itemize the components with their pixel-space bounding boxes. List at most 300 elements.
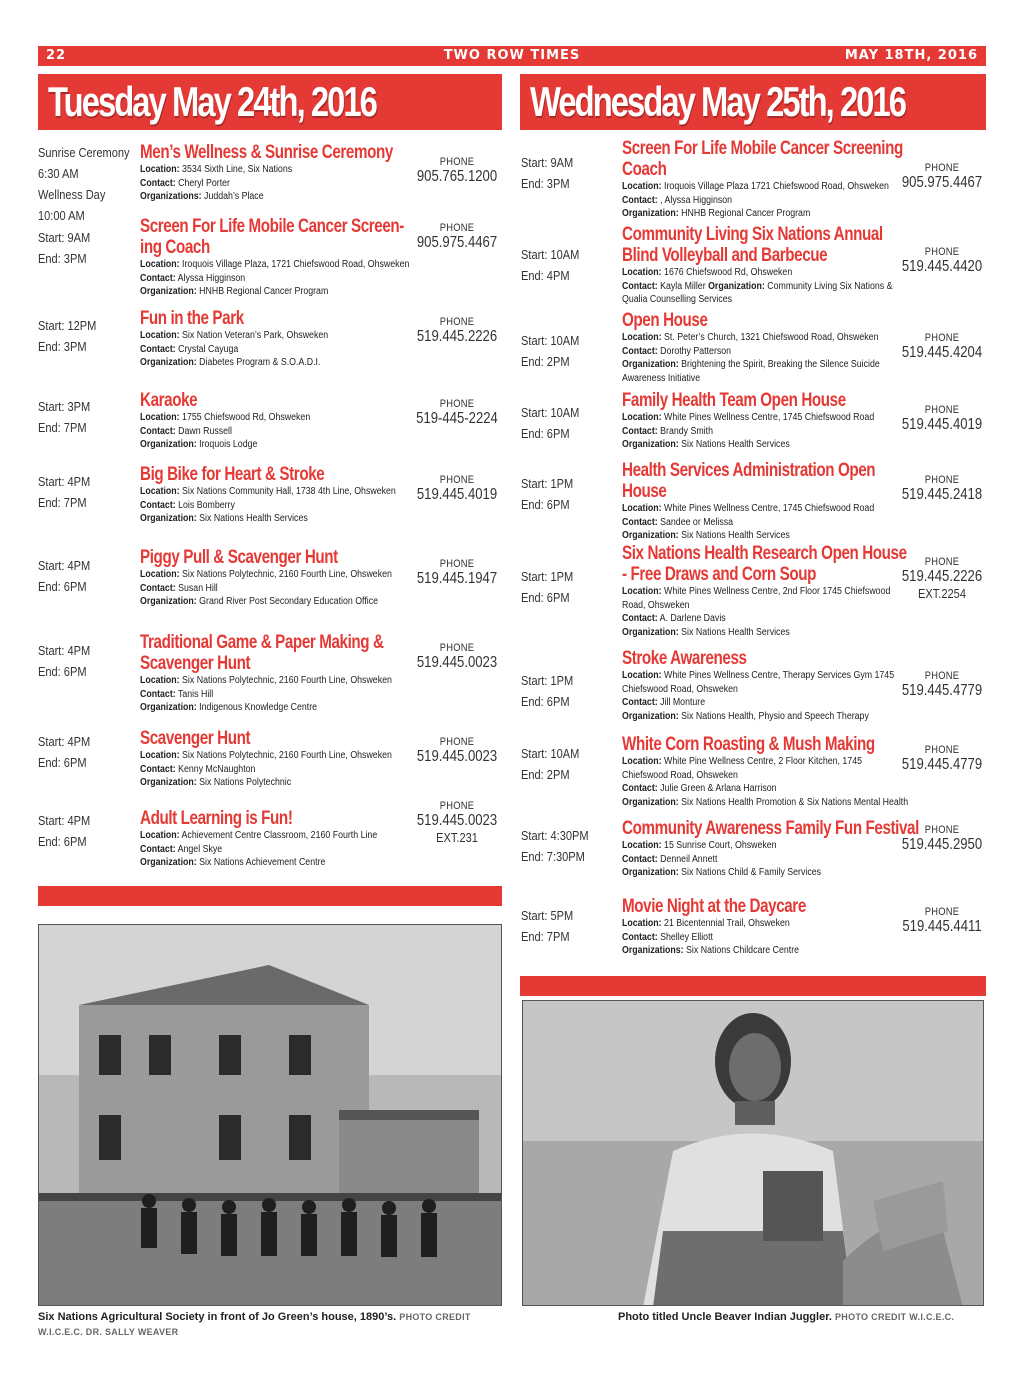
info-value: Achievement Centre Classroom, 2160 Fourth Line [179,830,378,841]
info-value: Chiefswood Road, Ohsweken [622,769,738,781]
event-title: Coach [622,159,667,180]
info-label: Organization: [622,626,679,638]
event-info-line [622,769,908,783]
event-info-line [140,411,310,425]
phone-block [887,744,997,774]
phone-label: PHONE [924,556,960,568]
info-label: Organization: [622,710,679,722]
phone-number: 905.975.4467 [416,234,498,251]
phone-number: 519.445.4779 [901,682,983,699]
event-title: Stroke Awareness [622,648,747,669]
event-info-line [140,285,430,299]
page-header-bar [38,46,986,66]
phone-label: PHONE [924,906,960,918]
info-label: Location: [140,259,180,270]
event-info-line [140,856,377,870]
event-time: End: 6PM [38,664,87,679]
event-body [140,547,426,609]
event-time: End: 6PM [521,497,570,512]
event-title: House [622,481,667,502]
phone-block [402,736,512,766]
event-time: Start: 4PM [38,474,91,489]
event-info-line [140,499,396,513]
phone-label: PHONE [924,670,960,682]
event-title: Adult Learning is Fun! [140,808,293,829]
info-value: White Pines Wellness Centre, Therapy Services Gym 1745 [661,670,895,681]
info-label: Location: [140,412,180,423]
phone-extension: EXT.231 [436,830,478,845]
info-label: Contact: [140,272,176,284]
info-label: Organization: [140,596,197,607]
event-time: Start: 4PM [38,734,91,749]
info-label: Organization: [622,208,679,219]
info-value: Six Nations Health Services [678,626,790,638]
event-info-line [622,411,874,425]
event-time: Start: 10AM [521,746,580,761]
phone-block [402,398,512,428]
info-value: Six Nations Childcare Centre [683,945,800,956]
event-info-line [140,356,328,370]
event-title: Screen For Life Mobile Cancer Screen- [140,216,404,237]
event-time: Start: 10AM [521,405,580,420]
right-photo-caption: Photo titled Uncle Beaver Indian Juggler. PHOTO CREDIT W.I.C.E.C. [618,1311,955,1323]
event-time: Start: 4:30PM [521,828,589,843]
event-time: End: 6PM [521,590,570,605]
issue-date: MAY 18TH, 2016 [844,48,978,63]
info-label: Location: [622,586,662,597]
event-time: Sunrise Ceremony [38,145,130,160]
info-value: Julie Green & Arlana Harrison [657,783,777,794]
phone-number: 519.445.4019 [901,416,983,433]
info-value: Six Nation Veteran’s Park, Ohsweken [179,330,329,341]
info-value: Susan Hill [175,582,218,594]
phone-number: 519.445.2226 [901,568,983,585]
phone-label: PHONE [439,222,475,234]
info-value: Diabetes Program & S.O.A.D.I. [196,357,321,368]
info-value: Iroquois Village Plaza, 1721 Chiefswood Road, Ohsweken [179,259,410,270]
event-time-list [521,330,579,372]
info-label: Contact: [622,425,658,437]
event-info-line [622,796,908,810]
info-value: , Alyssa Higginson [657,194,733,206]
event-time-list [38,396,90,438]
phone-label: PHONE [439,156,475,168]
info-label: Contact: [140,425,176,437]
phone-number: 519.445.2418 [901,486,983,503]
info-value: 21 Bicentennial Trail, Ohsweken [661,918,790,929]
event-time: 6:30 AM [38,166,79,181]
house-photo-illustration [39,925,502,1306]
event-body [140,808,410,870]
event-body [140,390,333,452]
event-time-list [38,640,90,682]
event-body [140,464,431,526]
event-title: Big Bike for Heart & Stroke [140,464,325,485]
info-label: Location: [140,569,180,580]
event-info-line [622,180,931,194]
info-value: Brightening the Spirit, Breaking the Silence Suicide [678,359,880,370]
event-title: Men’s Wellness & Sunrise Ceremony [140,142,393,163]
phone-label: PHONE [439,800,475,812]
info-value: Tanis Hill [175,688,214,700]
event-title: Family Health Team Open House [622,390,846,411]
info-label: Organization: [140,513,197,524]
event-title: Blind Volleyball and Barbecue [622,245,828,266]
event-time: Start: 3PM [38,399,91,414]
event-info-line [140,425,310,439]
info-label: Organization: [140,286,197,297]
info-label: Location: [140,486,180,497]
event-info-line [622,931,824,945]
info-value: Six Nations Health Services [196,513,308,524]
info-value: White Pines Wellness Centre, 1745 Chiefswood Road [661,503,875,514]
info-value: Six Nations Achievement Centre [196,857,326,868]
info-label: Contact: [622,345,658,357]
event-info-line [140,776,392,790]
phone-number: 905.765.1200 [416,168,498,185]
event-title: White Corn Roasting & Mush Making [622,734,875,755]
info-value: Six Nations Community Hall, 1738 4th Line, Ohsweken [179,486,396,497]
phone-label: PHONE [924,744,960,756]
event-info-line [140,595,392,609]
tuesday-heading: Tuesday May 24th, 2016 [38,74,502,130]
event-info-line [622,266,909,280]
event-info-line [622,917,824,931]
info-value: Brandy Smith [657,425,713,437]
info-label: Location: [622,332,662,343]
event-time: End: 2PM [521,767,570,782]
event-title: Six Nations Health Research Open House [622,543,907,564]
event-title: Fun in the Park [140,308,244,329]
event-time: End: 3PM [521,176,570,191]
phone-number: 519.445.4779 [901,756,983,773]
event-time: End: 3PM [38,251,87,266]
event-body [622,896,852,958]
phone-label: PHONE [439,474,475,486]
event-info-line [622,683,894,697]
info-label: Organization: [140,439,197,450]
event-time-list [38,731,90,773]
event-title: Scavenger Hunt [140,728,251,749]
info-value: Indigenous Knowledge Centre [196,702,318,713]
info-label: Location: [140,750,180,761]
event-time: Start: 4PM [38,813,91,828]
event-title: Movie Night at the Daycare [622,896,806,917]
event-info-line [140,258,430,272]
info-value: Six Nations Health Services [678,530,790,541]
info-label: Organization: [140,857,197,868]
event-info-line [622,696,894,710]
juggler-photo-illustration [523,1001,984,1306]
phone-label: PHONE [924,824,960,836]
event-info-line [140,438,310,452]
info-label: Organization: [622,867,679,878]
page-number: 22 [46,48,67,63]
info-label: Organizations: [622,945,684,956]
event-time: Wellness Day [38,187,106,202]
event-time: End: 7PM [38,420,87,435]
phone-block [887,556,997,601]
event-time: Start: 4PM [38,643,91,658]
event-time: Start: 10AM [521,333,580,348]
event-title: Community Awareness Family Fun Festival [622,818,919,839]
event-title: Scavenger Hunt [140,653,251,674]
right-photo-credit: PHOTO CREDIT W.I.C.E.C. [835,1312,955,1322]
info-label: Contact: [622,853,658,865]
info-value: Crystal Cayuga [175,343,239,355]
event-time-list [38,227,90,269]
phone-number: 519.445.4411 [902,918,982,935]
phone-block [887,670,997,700]
event-info-line [140,688,408,702]
event-info-line [140,329,328,343]
info-label: Location: [140,675,180,686]
info-value: Six Nations Health Services [678,439,790,450]
phone-label: PHONE [439,558,475,570]
info-value: 1755 Chiefswood Rd, Ohsweken [179,412,311,423]
event-title: Health Services Administration Open [622,460,876,481]
phone-number: 519.445.4204 [901,344,983,361]
event-info-line [140,674,408,688]
event-title: ing Coach [140,237,210,258]
info-label: Contact: [622,613,658,624]
info-label: Organization: [140,702,197,713]
event-time-list [521,473,573,515]
event-body [622,310,915,385]
event-title: Karaoke [140,390,198,411]
info-value: Kenny McNaughton [175,763,256,775]
uncle-beaver-photo [522,1000,984,1306]
event-info-line [622,372,880,386]
info-label: Contact: [622,280,658,292]
info-label: Location: [140,330,180,341]
info-value: Iroquois Village Plaza 1721 Chiefswood Road, Ohsweken [661,181,889,192]
phone-number: 519-445-2224 [416,410,498,427]
event-info-line [622,293,909,307]
info-label: Location: [622,503,662,514]
phone-number: 519.445.0023 [416,654,498,671]
event-info-line [622,710,894,724]
info-value: Dawn Russell [175,425,232,437]
event-info-line [140,485,396,499]
event-info-line [140,512,396,526]
info-value: Six Nations Health, Physio and Speech Therapy [678,710,869,722]
phone-label: PHONE [439,316,475,328]
event-time-list [521,743,579,785]
event-info-line [622,626,935,640]
event-title: Piggy Pull & Scavenger Hunt [140,547,338,568]
info-label: Organization: [708,280,765,292]
info-value: 3534 Sixth Line, Six Nations [179,164,293,175]
event-info-line [622,502,901,516]
event-info-line [622,194,931,208]
phone-label: PHONE [924,162,960,174]
info-value: Sandee or Melissa [657,516,734,528]
event-info-line [622,425,874,439]
info-value: Chiefswood Road, Ohsweken [622,683,738,695]
event-time-list [521,825,589,867]
info-label: Location: [622,756,662,767]
phone-block [887,906,997,936]
info-label: Organization: [140,357,197,368]
info-value: Six Nations Polytechnic, 2160 Fourth Line, Ohsweken [179,675,392,686]
phone-block [402,156,512,186]
info-label: Location: [622,918,662,929]
phone-number: 519.445.2226 [416,328,498,345]
event-title: Screen For Life Mobile Cancer Screening [622,138,903,159]
event-time: End: 6PM [38,834,87,849]
info-value: A. Darlene Davis [657,613,726,624]
info-value: Grand River Post Secondary Education Office [196,596,379,607]
phone-block [402,558,512,588]
event-time-list [521,244,579,286]
event-info-line [622,345,880,359]
info-value: Alyssa Higginson [175,272,246,284]
event-body [140,728,426,790]
event-title: Community Living Six Nations Annual [622,224,883,245]
phone-block [402,474,512,504]
agricultural-society-photo [38,924,502,1306]
event-info-line [140,568,392,582]
info-value: Awareness Initiative [622,372,701,384]
event-time: End: 6PM [521,694,570,709]
event-info-line [140,701,408,715]
event-time-list [38,555,90,597]
event-info-line [622,866,949,880]
event-time-list [521,402,579,444]
info-value: Iroquois Lodge [196,439,258,450]
phone-block [402,222,512,252]
phone-block [887,824,997,854]
info-label: Location: [622,181,662,192]
left-photo-caption: Six Nations Agricultural Society in front of Jo Green’s house, 1890’s. PHOTO CREDIT W.I.C.E.C. DR. SALLY WEAVER [38,1311,471,1337]
event-info-line [622,516,901,530]
event-time: End: 6PM [38,579,87,594]
info-value: Six Nations Health Promotion & Six Nations Mental Health [678,796,909,808]
event-info-line [140,582,392,596]
info-label: Location: [622,840,662,851]
phone-label: PHONE [924,246,960,258]
event-time: Start: 10AM [521,247,580,262]
event-time-list [521,152,573,194]
info-value: Six Nations Polytechnic, 2160 Fourth Line, Ohsweken [179,569,392,580]
phone-label: PHONE [924,474,960,486]
event-time: End: 7PM [521,929,570,944]
event-info-line [622,529,901,543]
event-time-list [38,471,90,513]
event-time: End: 6PM [521,426,570,441]
phone-block [887,404,997,434]
info-label: Organization: [622,439,679,450]
event-time-list [38,810,90,852]
phone-label: PHONE [924,332,960,344]
info-label: Organization: [622,530,679,541]
info-value: Six Nations Child & Family Services [678,867,822,878]
phone-number: 519.445.1947 [416,570,498,587]
info-value: Cheryl Porter [175,177,230,189]
info-label: Contact: [140,582,176,594]
phone-label: PHONE [924,404,960,416]
info-value: White Pines Wellness Centre, 2nd Floor 1745 Chiefswood [661,586,891,597]
event-info-line [622,669,894,683]
event-time: Start: 12PM [38,318,97,333]
info-value: Juddah’s Place [201,191,264,202]
event-title: Traditional Game & Paper Making & [140,632,384,653]
event-time: Start: 1PM [521,476,574,491]
phone-block [887,246,997,276]
info-value: St. Peter’s Church, 1321 Chiefswood Road, Ohsweken [661,332,879,343]
right-photo-bar [520,976,986,996]
publication-name: TWO ROW TIMES [443,48,581,63]
event-time: Start: 1PM [521,673,574,688]
phone-label: PHONE [439,398,475,410]
info-value: Six Nations Polytechnic, 2160 Fourth Line, Ohsweken [179,750,392,761]
event-time: End: 7:30PM [521,849,585,864]
event-info-line [140,749,392,763]
info-value: Road, Ohsweken [622,599,690,611]
info-label: Organization: [622,359,679,370]
event-time: Start: 4PM [38,558,91,573]
info-label: Contact: [140,499,176,511]
event-info-line [622,755,908,769]
phone-number: 519.445.4019 [416,486,498,503]
event-time-list [521,566,573,608]
event-time: End: 7PM [38,495,87,510]
info-label: Contact: [140,843,176,855]
event-info-line [140,843,377,857]
event-time-list [38,142,130,226]
event-time-list [38,315,96,357]
info-value: Shelley Elliott [657,931,713,943]
info-value: Six Nations Polytechnic [196,777,292,788]
info-value: 1676 Chiefswood Rd, Ohsweken [661,267,793,278]
phone-block [887,332,997,362]
event-info-line [140,763,392,777]
event-time: End: 4PM [521,268,570,283]
info-label: Contact: [622,931,658,943]
event-time: Start: 9AM [38,230,91,245]
info-value: Angel Skye [175,843,223,855]
info-label: Contact: [622,783,658,794]
info-label: Location: [140,830,180,841]
info-value: Denneil Annett [657,853,718,865]
wednesday-heading: Wednesday May 25th, 2016 [520,74,986,130]
phone-block [887,474,997,504]
phone-number: 519.445.0023 [416,748,498,765]
event-info-line [622,612,935,626]
event-info-line [622,438,874,452]
info-label: Location: [622,412,662,423]
info-value: White Pines Wellness Centre, 1745 Chiefswood Road [661,412,875,423]
info-value: HNHB Regional Cancer Program [678,208,811,219]
event-info-line [622,207,931,221]
info-label: Contact: [140,343,176,355]
info-label: Location: [140,164,180,175]
event-info-line [140,829,377,843]
event-time: End: 3PM [38,339,87,354]
phone-block [887,162,997,192]
info-label: Location: [622,670,662,681]
info-value: Community Living Six Nations & [764,280,893,292]
event-time: Start: 5PM [521,908,574,923]
event-info-line [622,782,908,796]
info-value: Dorothy Patterson [657,345,732,357]
event-time: End: 6PM [38,755,87,770]
info-label: Organizations: [140,191,202,202]
phone-number: 519.445.4420 [901,258,983,275]
phone-extension: EXT.2254 [918,586,966,601]
event-info-line [140,177,418,191]
